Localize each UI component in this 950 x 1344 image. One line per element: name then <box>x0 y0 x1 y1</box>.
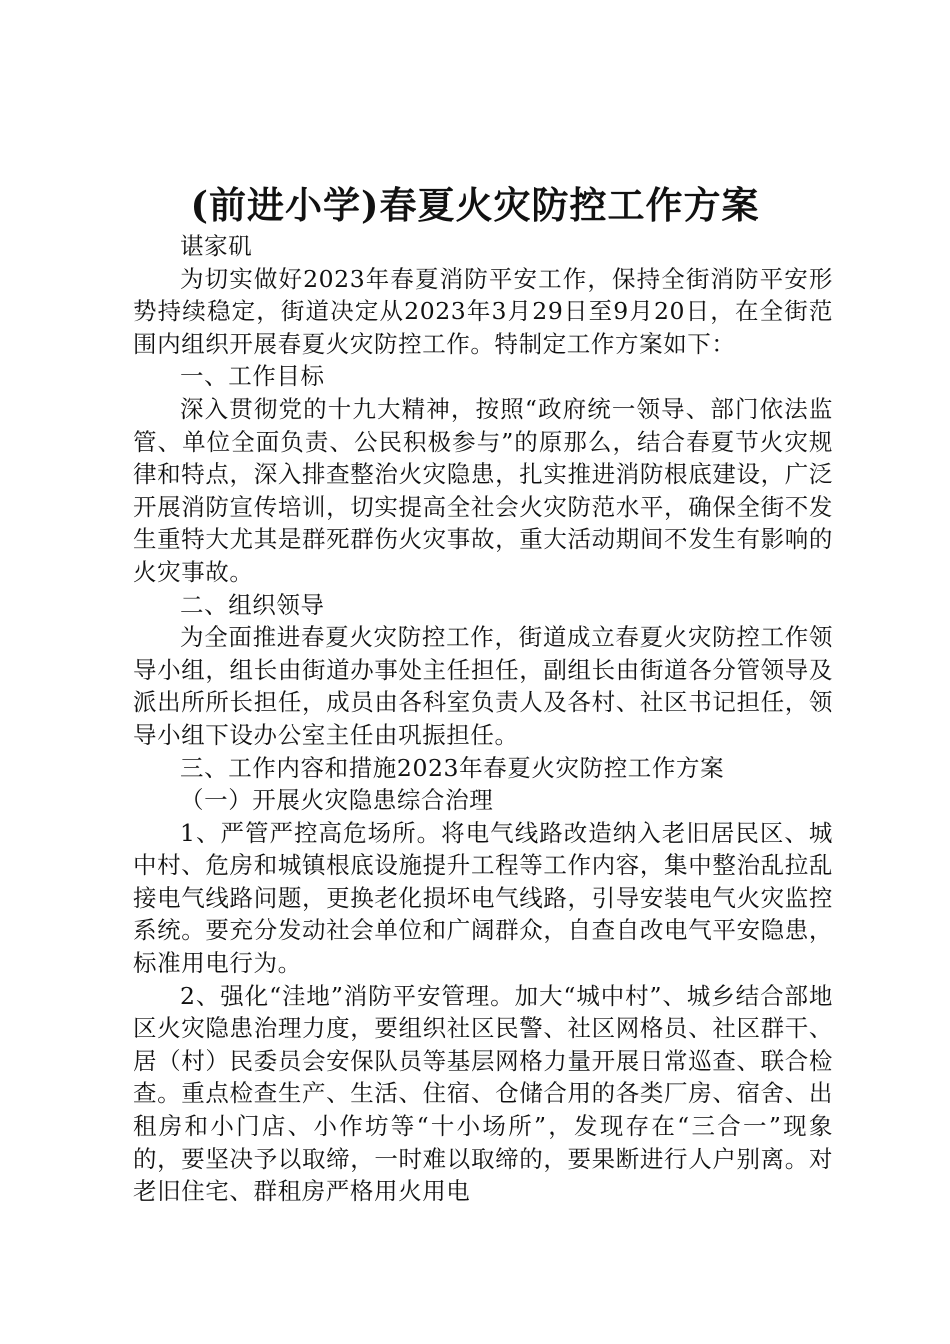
document-body <box>133 230 833 1208</box>
paragraph-item-2: 2、强化“洼地”消防平安管理。加大“城中村”、城乡结合部地区火灾隐患治理力度，要组织社区民警、社区网格员、社区群干、居（村）民委员会安保队员等基层网格力量开展日常巡查、联合检查。重点检查生产、生活、住宿、仓储合用的各类厂房、宿舍、出租房和小门店、小作坊等“十小场所”，发现存在“三合一”现象的，要坚决予以取缔，一时难以取缔的，要果断进行人户别离。对老旧住宅、群租房严格用火用电 <box>133 981 833 1206</box>
section-heading-2: 二、组织领导 <box>180 590 325 619</box>
paragraph-goals: 深入贯彻党的十九大精神，按照“政府统一领导、部门依法监管、单位全面负责、公民积极参与”的原那么，结合春夏节火灾规律和特点，深入排查整治火灾隐患，扎实推进消防根底建设，广泛开展消防宣传培训，切实提高全社会火灾防范水平，确保全街不发生重特大尤其是群死群伤火灾事故，重大活动期间不发生有影响的火灾事故。 <box>133 394 833 586</box>
document-title: (前进小学)春夏火灾防控工作方案 <box>190 183 760 227</box>
section-heading-1: 一、工作目标 <box>180 362 325 391</box>
subsection-heading-1: （一）开展火灾隐患综合治理 <box>180 786 494 815</box>
paragraph-intro: 为切实做好2023年春夏消防平安工作，保持全街消防平安形势持续稳定，街道决定从2023年3月29日至9月20日，在全街范围内组织开展春夏火灾防控工作。特制定工作方案如下： <box>133 264 833 358</box>
paragraph-leadership: 为全面推进春夏火灾防控工作，街道成立春夏火灾防控工作领导小组，组长由街道办事处主任担任，副组长由街道各分管领导及派出所所长担任，成员由各科室负责人及各村、社区书记担任，领导小组下设办公室主任由巩振担任。 <box>133 623 833 749</box>
section-heading-3: 三、工作内容和措施2023年春夏火灾防控工作方案 <box>180 753 725 782</box>
author-line: 谌家矶 <box>180 232 253 260</box>
paragraph-item-1: 1、严管严控高危场所。将电气线路改造纳入老旧居民区、城中村、危房和城镇根底设施提升工程等工作内容，集中整治乱拉乱接电气线路问题，更换老化损坏电气线路，引导安装电气火灾监控系统。要充分发动社会单位和广阔群众，自查自改电气平安隐患，标准用电行为。 <box>133 818 833 978</box>
